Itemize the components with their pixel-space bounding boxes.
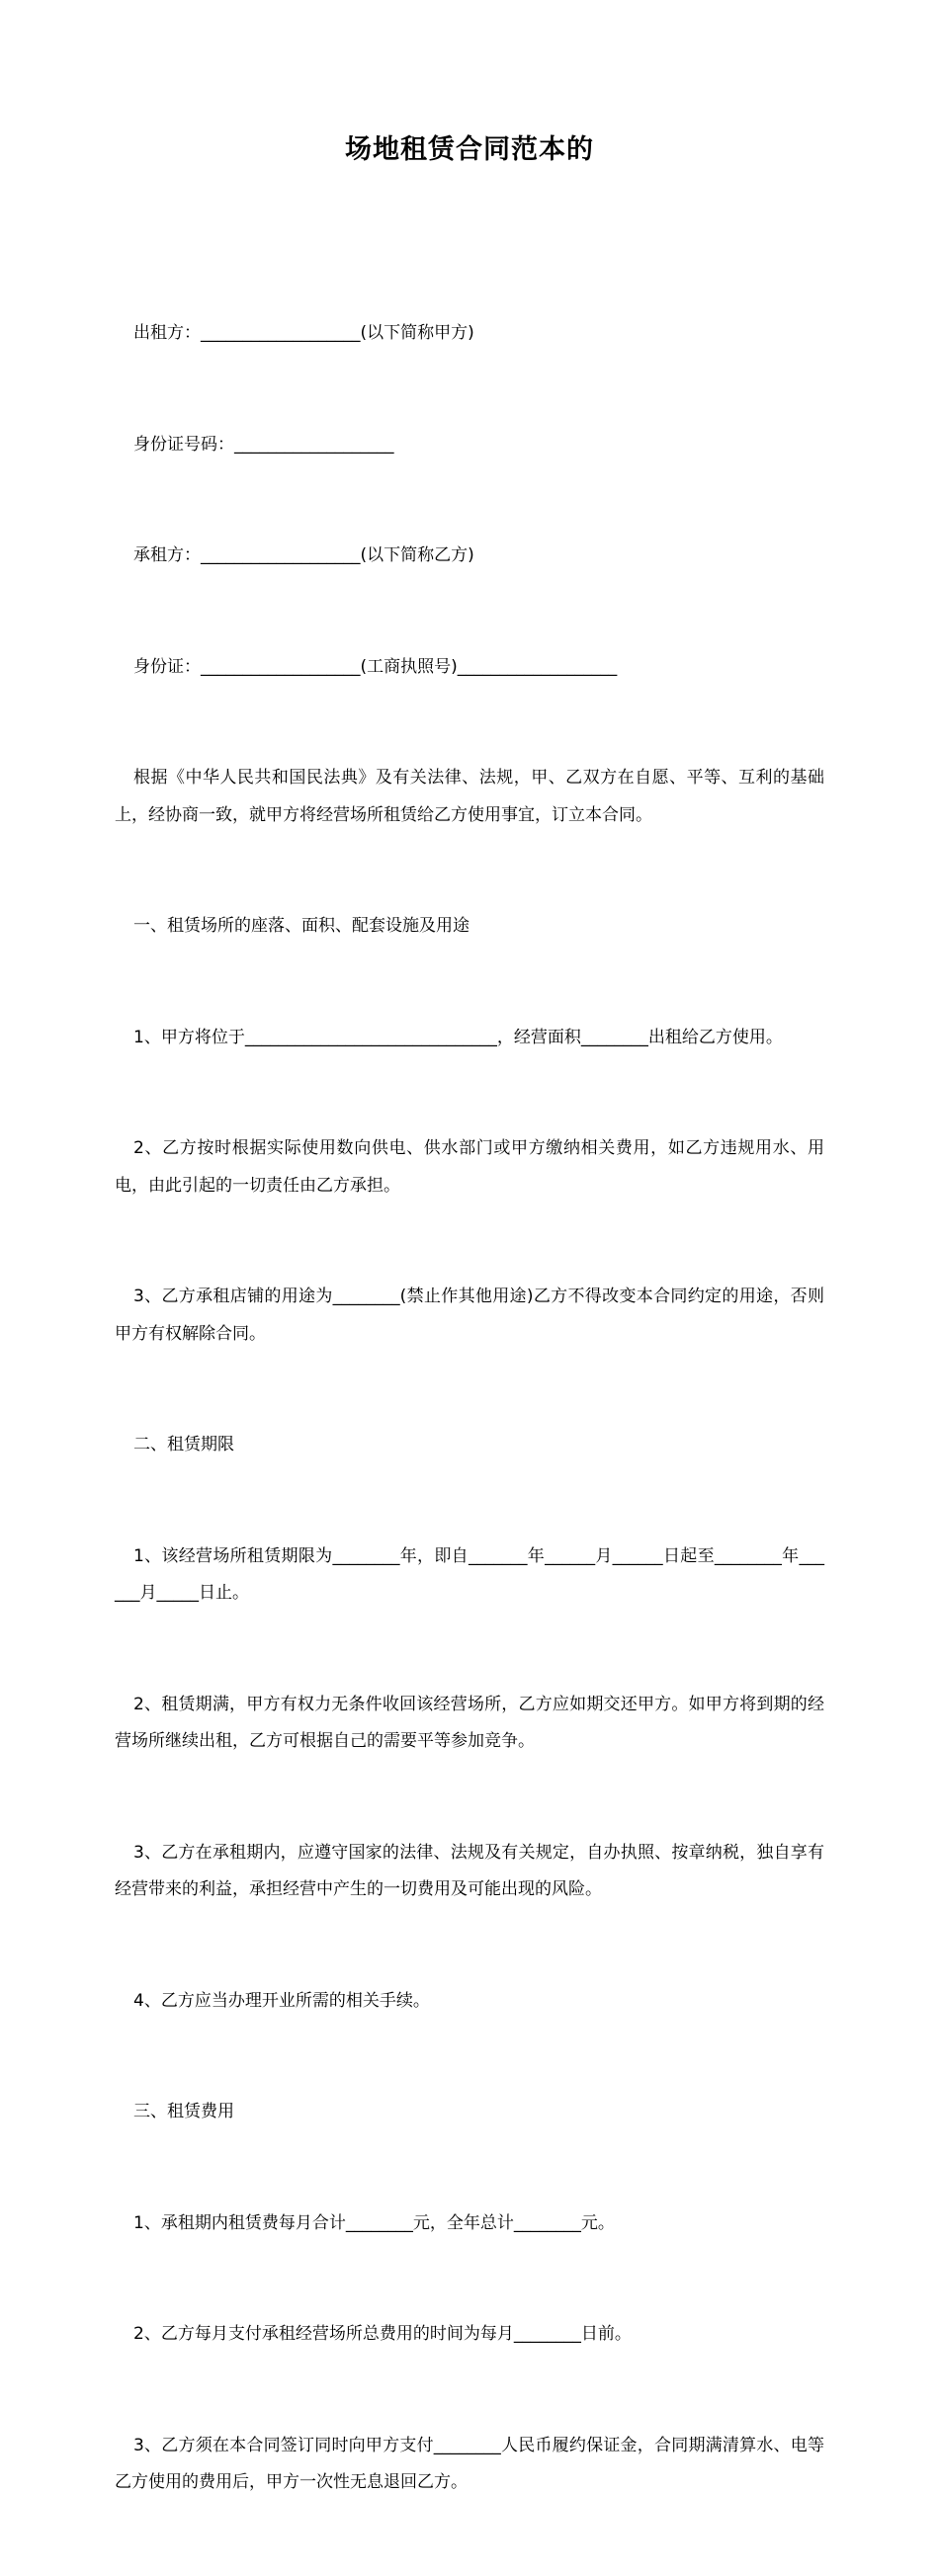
lessee-line: 承租方：___________________(以下简称乙方) (133, 545, 474, 565)
clause-1-1: 1、甲方将位于______________________________，经营面积________出租给乙方使用。 (133, 1027, 783, 1047)
document-title: 场地租赁合同范本的 (345, 134, 594, 165)
clause-1-3: 3、乙方承租店铺的用途为________(禁止作其他用途)乙方不得改变本合同约定的用途，否则甲方有权解除合同。 (115, 1287, 824, 1344)
clause-3-3: 3、乙方须在本合同签订同时向甲方支付________人民币履约保证金，合同期满清算水、电等乙方使用的费用后，甲方一次性无息退回乙方。 (115, 2435, 824, 2492)
clause-2-3: 3、乙方在承租期内，应遵守国家的法律、法规及有关规定，自办执照、按章纳税，独自享有经营带来的利益，承担经营中产生的一切费用及可能出现的风险。 (115, 1842, 824, 1899)
lessee-id-line: 身份证：___________________(工商执照号)___________________ (133, 656, 618, 677)
section-heading-3: 三、租赁费用 (133, 2102, 234, 2121)
contract-body (115, 241, 824, 2576)
clause-3-1: 1、承租期内租赁费每月合计________元，全年总计________元。 (133, 2212, 615, 2233)
clause-2-2: 2、租赁期满，甲方有权力无条件收回该经营场所，乙方应如期交还甲方。如甲方将到期的经营场所继续出租，乙方可根据自己的需要平等参加竞争。 (115, 1694, 824, 1751)
clause-2-4: 4、乙方应当办理开业所需的相关手续。 (133, 1990, 430, 2011)
section-heading-2: 二、租赁期限 (133, 1435, 234, 1454)
clause-2-1: 1、该经营场所租赁期限为________年，即自_______年______月______日起至________年______月_____日止。 (115, 1545, 824, 1603)
lessor-id-line: 身份证号码：___________________ (133, 434, 394, 455)
clause-1-2: 2、乙方按时根据实际使用数向供电、供水部门或甲方缴纳相关费用，如乙方违规用水、用电，由此引起的一切责任由乙方承担。 (115, 1138, 824, 1196)
preamble-paragraph: 根据《中华人民共和国民法典》及有关法律、法规，甲、乙双方在自愿、平等、互利的基础上，经协商一致，就甲方将经营场所租赁给乙方使用事宜，订立本合同。 (115, 768, 824, 825)
clause-3-2: 2、乙方每月支付承租经营场所总费用的时间为每月________日前。 (133, 2324, 632, 2344)
lessor-line: 出租方：___________________(以下简称甲方) (133, 323, 474, 343)
section-heading-1: 一、租赁场所的座落、面积、配套设施及用途 (133, 916, 470, 936)
